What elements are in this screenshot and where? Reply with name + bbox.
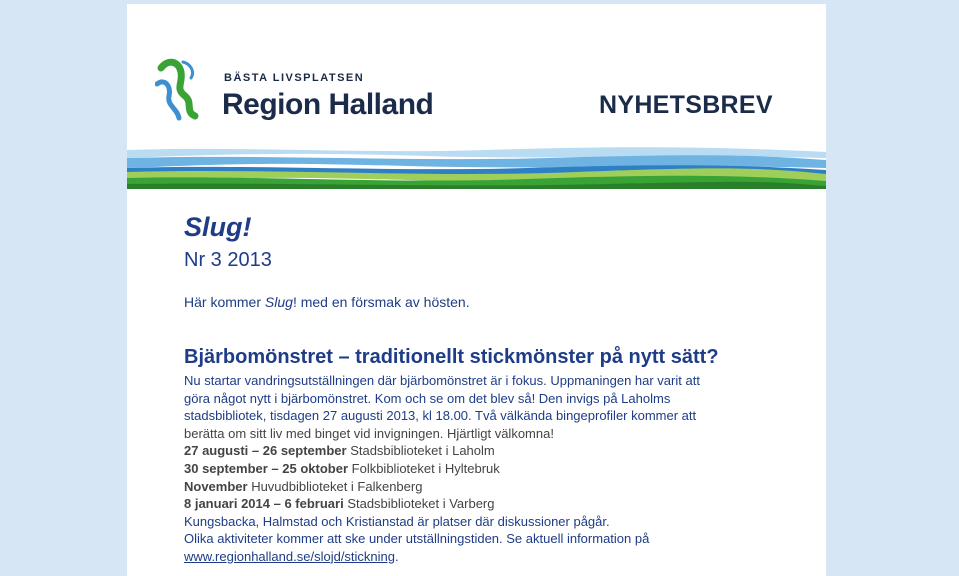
intro-after: ! med en försmak av hösten. — [292, 294, 470, 310]
link-line — [184, 548, 700, 566]
paragraph-line: stadsbibliotek, tisdagen 27 augusti 2013, kl 18.00. Två välkända bingeprofiler kommer att — [184, 408, 697, 424]
newsletter-title: Slug! — [184, 212, 252, 242]
schedule-dates: 8 januari 2014 – 6 februari — [184, 496, 344, 512]
article-headline: Bjärbomönstret – traditionellt stickmönster på nytt sätt? — [184, 346, 719, 368]
schedule-dates: 27 augusti – 26 september — [184, 443, 347, 459]
newsletter-page — [127, 4, 826, 576]
schedule-item — [184, 478, 700, 496]
paragraph-line: berätta om sitt liv med binget vid invigningen. Hjärtligt välkomna! — [184, 425, 554, 441]
schedule-item — [184, 460, 700, 478]
link-suffix: . — [395, 548, 399, 564]
schedule-place: Huvudbiblioteket i Falkenberg — [247, 478, 423, 494]
schedule-place: Stadsbiblioteket i Varberg — [343, 496, 495, 512]
schedule-dates: November — [184, 478, 248, 494]
schedule-item — [184, 442, 700, 460]
intro-italic: Slug — [264, 294, 293, 310]
schedule-dates: 30 september – 25 oktober — [184, 460, 349, 476]
landscape-band-icon — [127, 144, 826, 189]
activities-line: Olika aktiviteter kommer att ske under utställningstiden. Se aktuell information på — [184, 531, 650, 547]
article-body — [184, 372, 700, 566]
discussion-line: Kungsbacka, Halmstad och Kristianstad är platser där diskussioner pågår. — [184, 513, 610, 529]
paragraph-line: göra något nytt i bjärbomönstret. Kom och se om det blev så! Den invigs på Laholms — [184, 390, 671, 406]
schedule-place: Folkbiblioteket i Hyltebruk — [348, 460, 500, 476]
newsletter-label: NYHETSBREV — [599, 91, 773, 119]
paragraph-line: Nu startar vandringsutställningen där bjärbomönstret är i fokus. Uppmaningen har varit att — [184, 373, 700, 388]
intro-text — [184, 294, 470, 310]
brand-name: Region Halland — [222, 88, 434, 121]
issue-number: Nr 3 2013 — [184, 249, 272, 271]
schedule-item — [184, 495, 700, 513]
stickning-link[interactable]: www.regionhalland.se/slojd/stickning — [184, 548, 396, 564]
region-halland-logo-icon — [155, 54, 215, 122]
schedule-place: Stadsbiblioteket i Laholm — [346, 443, 495, 459]
tagline: BÄSTA LIVSPLATSEN — [224, 72, 365, 84]
intro-before: Här kommer — [184, 294, 265, 310]
